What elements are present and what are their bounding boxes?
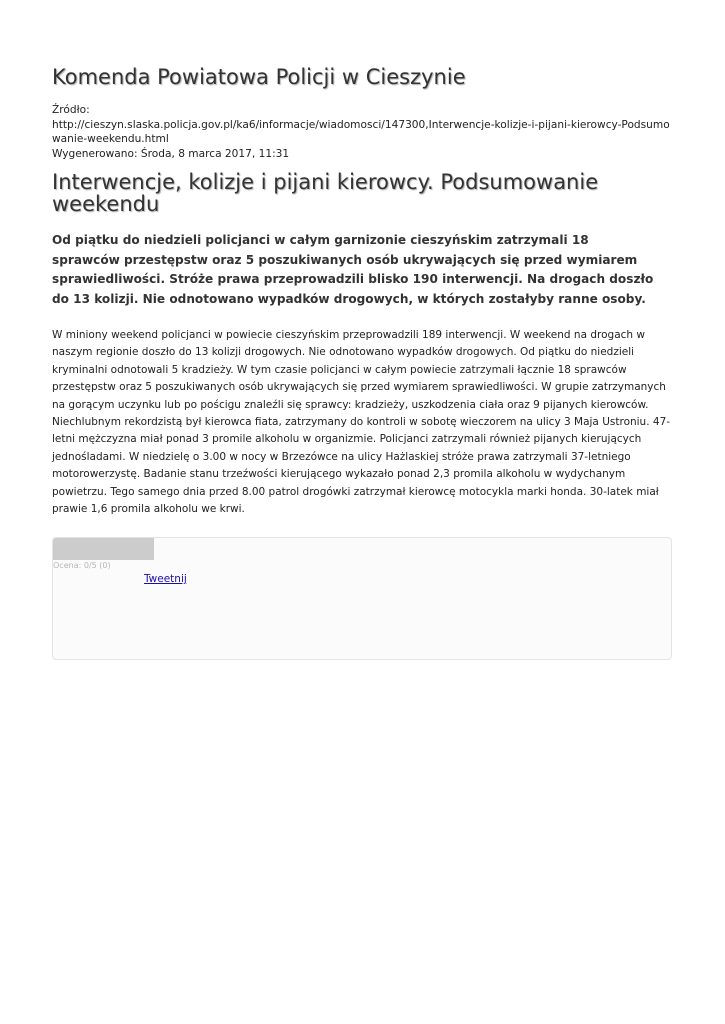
article-body: W miniony weekend policjanci w powiecie cieszyńskim przeprowadzili 189 interwencji. W weekend na drogach w naszym regionie doszło do 13 kolizji drogowych. Nie odnotowano wypadków drogowych. Od piątku do niedzieli kryminalni odnotowali 5 kradzieży. W tym czasie policjanci w całym powiecie zatrzymali łącznie 18 sprawców przestępstw oraz 5 poszukiwanych osób ukrywających się przed wymiarem sprawiedliwości. W grupie zatrzymanych na gorącym uczynku lub po pościgu znaleźli się sprawcy: kradzieży, uszkodzenia ciała oraz 9 pijanych kierowców. Niechlubnym rekordzistą był kierowca fiata, zatrzymany do kontroli w sobotę wieczorem na ulicy 3 Maja Ustroniu. 47-letni mężczyzna miał ponad 3 promile alkoholu w organizmie. Policjanci zatrzymali również pijanych kierujących jednośladami. W niedzielę o 3.00 w nocy w Brzezówce na ulicy Hażlaskiej stróże prawa zatrzymali 37-letniego motorowerzystę. Badanie stanu trzeźwości kierującego wykazało ponad 2,3 promila alkoholu w wydychanym powietrzu. Tego samego dnia przed 8.00 patrol drogówki zatrzymał kierowcę motocykla marki honda. 30-latek miał prawie 1,6 promila alkoholu we krwi. [52,329,671,516]
source-url: http://cieszyn.slaska.policja.gov.pl/ka6/informacje/wiadomosci/147300,Interwencje-kolizje-i-pijani-kierowcy-Podsumowanie-weekendu.html [52,118,670,146]
source-label: Źródło: [52,104,90,116]
article-title: Interwencje, kolizje i pijani kierowcy. Podsumowanie weekendu [52,170,599,216]
article-lead: Od piątku do niedzieli policjanci w całym garnizonie cieszyńskim zatrzymali 18 sprawców przestępstw oraz 5 poszukiwanych osób ukrywających się przed wymiarem sprawiedliwości. Stróże prawa przeprowadzili blisko 190 interwencji. Na drogach doszło do 13 kolizji. Nie odnotowano wypadków drogowych, w których zostałyby ranne osoby. [52,233,654,306]
rating-label: Ocena: 0/5 (0) [53,561,111,570]
source-block [52,103,672,161]
rating-bar[interactable] [53,538,154,560]
site-title: Komenda Powiatowa Policji w Cieszynie [52,65,466,89]
generated-date: Wygenerowano: Środa, 8 marca 2017, 11:31 [52,147,290,160]
tweet-link[interactable]: Tweetnij [144,573,187,585]
rating-panel [52,537,672,660]
